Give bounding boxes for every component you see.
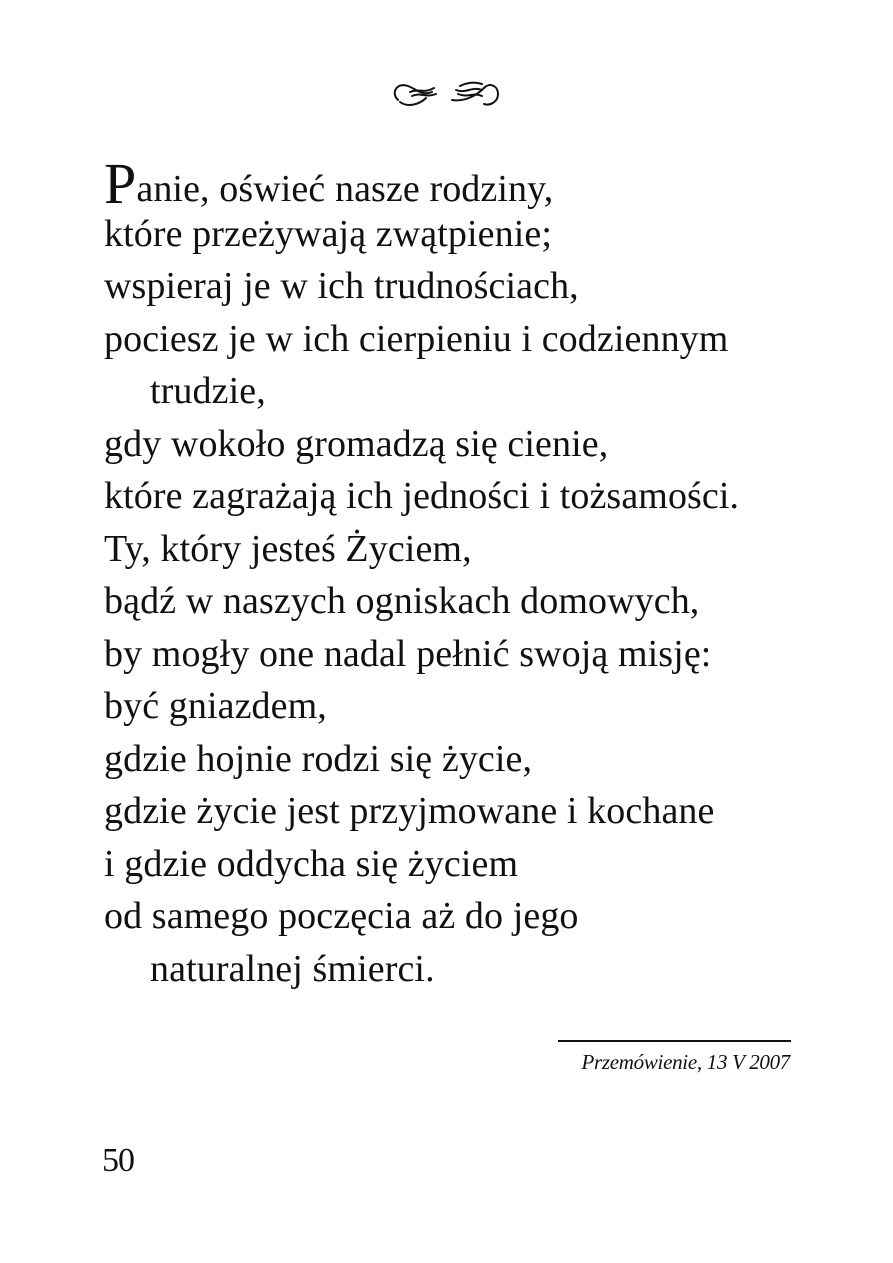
poem-line: gdzie hojnie rodzi się życie, (104, 737, 533, 780)
poem-line: by mogły one nadal pełnić swoją misję: (104, 632, 712, 675)
poem-line: które zagrażają ich jedności i tożsamości. (104, 475, 740, 517)
poem-line: Ty, który jesteś Życiem, (104, 527, 472, 570)
poem-line: od samego poczęcia aż do jego (104, 895, 579, 937)
poem-line: gdy wokoło gromadzą się cienie, (104, 422, 609, 465)
poem-line: wspieraj je w ich trudnościach, (104, 265, 579, 307)
poem-line-continuation: trudzie, (150, 370, 266, 412)
source-citation: Przemówienie, 13 V 2007 (581, 1050, 790, 1074)
poem-line-text: anie, oświeć nasze rodziny, (136, 168, 554, 210)
poem-line: które przeżywają zwątpienie; (104, 212, 553, 255)
page-number: 50 (102, 1142, 134, 1179)
poem (104, 151, 804, 995)
source-rule (558, 1040, 791, 1042)
fleuron-ornament-icon (386, 74, 508, 114)
poem-line: gdzie życie jest przyjmowane i kochane (104, 790, 715, 832)
poem-line (104, 151, 804, 216)
poem-line: pociesz je w ich cierpieniu i codziennym (104, 317, 729, 360)
poem-line: być gniazdem, (104, 685, 327, 727)
drop-cap: P (104, 151, 137, 216)
poem-line-continuation: naturalnej śmierci. (150, 947, 435, 990)
poem-line: bądź w naszych ogniskach domowych, (104, 580, 700, 622)
poem-line: i gdzie oddycha się życiem (104, 842, 519, 885)
